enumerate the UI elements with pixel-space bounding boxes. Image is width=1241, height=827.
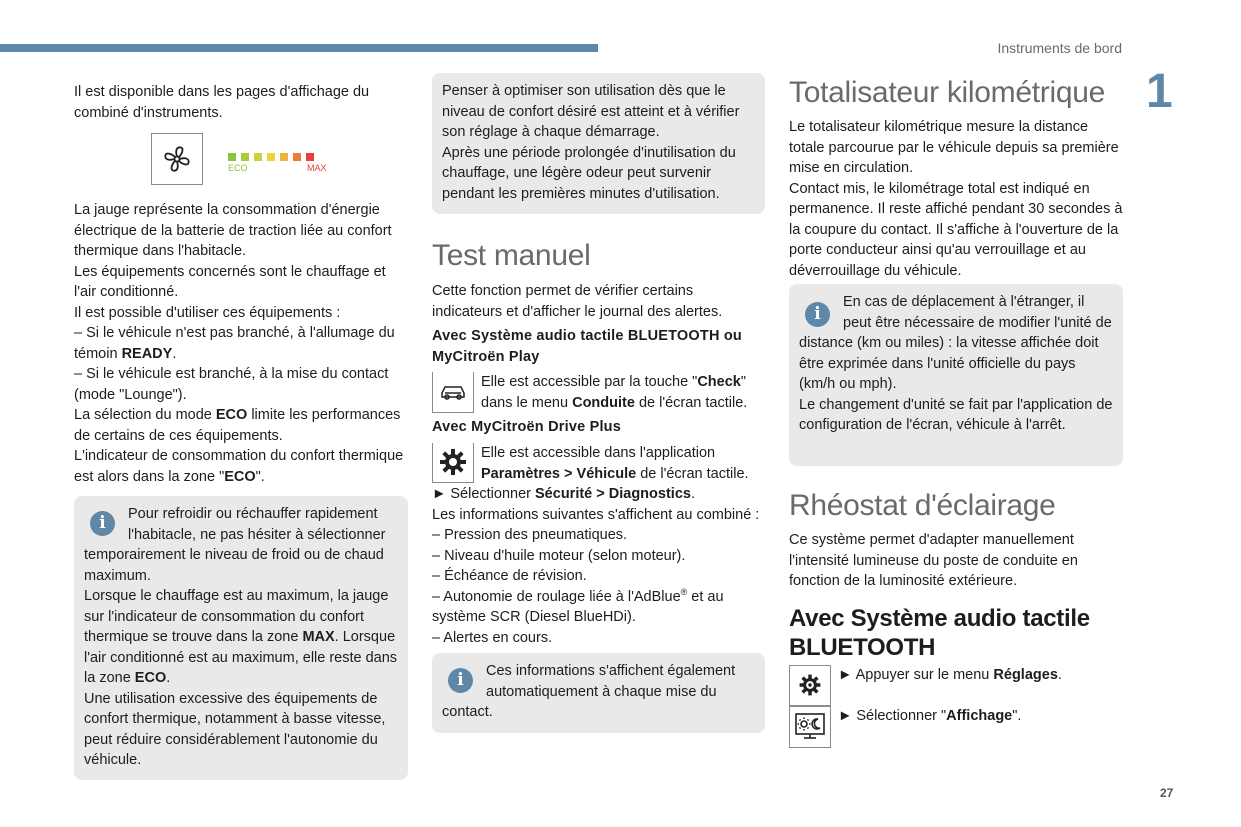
page-number: 27 (1160, 786, 1174, 800)
info-note (432, 653, 765, 733)
paragraph: Les équipements concernés sont le chauffage et l'air conditionné. (74, 263, 386, 300)
column-3 (789, 75, 1123, 748)
instruction-step: ► Sélectionner "Affichage". (838, 707, 1022, 724)
gauge-segment (241, 153, 249, 161)
note-text: Une utilisation excessive des équipements de confort thermique, notamment à basse vitesse, peut réduire considérablement l'autonomie du véhicule. (84, 690, 386, 768)
list-item: – Échéance de révision. (432, 568, 587, 584)
paragraph: Cette fonction permet de vérifier certains indicateurs et d'afficher le journal des alertes. (432, 283, 723, 320)
paragraph: Ce système permet d'adapter manuellement l'intensité lumineuse du poste de conduite en fonction de la luminosité extérieure. (789, 532, 1078, 589)
instruction-text: Elle est accessible par la touche "Check" dans le menu Conduite de l'écran tactile. (481, 374, 748, 411)
info-icon: i (90, 511, 115, 536)
info-icon: i (805, 302, 830, 327)
info-note (74, 496, 408, 780)
list-item: – Autonomie de roulage liée à l'AdBlue® et au système SCR (Diesel BlueHDi). (432, 586, 724, 625)
note-text: En cas de déplacement à l'étranger, il peut être nécessaire de modifier l'unité de distance (km ou miles) : la vitesse affichée doit être exprimée dans l'unité officielle du pays (km/h ou mph). (799, 294, 1112, 392)
consumption-gauge (228, 153, 338, 174)
paragraph: La jauge représente la consommation d'énergie électrique de la batterie de traction liée au confort thermique dans l'habitacle. (74, 202, 392, 259)
note-text: Penser à optimiser son utilisation dès que le niveau de confort désiré est atteint et à vérifier son réglage à chaque démarrage. (442, 83, 740, 140)
fan-icon (151, 133, 203, 185)
gauge-max-label: MAX (307, 163, 327, 173)
section-title: Instruments de bord (997, 40, 1122, 56)
note-text: Lorsque le chauffage est au maximum, la jauge sur l'indicateur de consommation du confort thermique se trouve dans la zone MAX. Lorsque l'air conditionné est au maximum, elle reste dans la zone ECO. (84, 588, 398, 686)
section-heading: Test manuel (432, 239, 591, 272)
paragraph: Il est possible d'utiliser ces équipements : (74, 304, 341, 321)
info-icon: i (448, 668, 473, 693)
gauge-segment (280, 153, 288, 161)
paragraph: La sélection du mode ECO limite les performances de certains de ces équipements. (74, 407, 401, 444)
instruction-step: ► Sélectionner Sécurité > Diagnostics. (432, 486, 695, 502)
list-item: – Pression des pneumatiques. (432, 527, 628, 543)
display-brightness-icon (789, 706, 831, 748)
gauge-segment (228, 153, 236, 161)
settings-icon (789, 665, 831, 706)
note-text: Après une période prolongée d'inutilisation du chauffage, une légère odeur peut survenir pendant les premières minutes d'utilisation. (442, 144, 736, 202)
instruction-step: ► Appuyer sur le menu Réglages. (838, 666, 1062, 683)
list-item: – Si le véhicule n'est pas branché, à l'allumage du témoin READY. (74, 325, 395, 362)
note-text: Pour refroidir ou réchauffer rapidement l'habitacle, ne pas hésiter à sélectionner temporairement le niveau de froid ou de chaud maximum. (84, 506, 386, 584)
instruction-row (432, 443, 765, 484)
note-text: Ces informations s'affichent également automatiquement à chaque mise du contact. (442, 663, 736, 720)
car-check-icon (432, 372, 474, 413)
info-note (789, 284, 1123, 466)
section-heading: Totalisateur kilométrique (789, 76, 1105, 109)
section-heading: Rhéostat d'éclairage (789, 489, 1056, 522)
subheading: Avec Système audio tactile BLUETOOTH (789, 604, 1090, 661)
list-item: – Alertes en cours. (432, 629, 553, 646)
column-2 (432, 73, 765, 733)
gear-icon (432, 443, 474, 483)
column-1 (74, 82, 408, 780)
paragraph: Contact mis, le kilométrage total est indiqué en permanence. Il reste affiché pendant 30 secondes à la coupure du contact. Il s'affiche à l'ouverture de la porte conducteur ainsi qu'au verrouillage et au déverrouillage du véhicule. (789, 180, 1123, 279)
note-text: Le changement d'unité se fait par l'application de configuration de l'écran, véhicule à l'arrêt. (799, 396, 1113, 433)
instruction-row (432, 372, 765, 413)
list-item: – Niveau d'huile moteur (selon moteur). (432, 547, 686, 564)
intro-text: Il est disponible dans les pages d'affichage du combiné d'instruments. (74, 84, 370, 121)
instruction-row (789, 665, 1123, 706)
gauge-segment (293, 153, 301, 161)
advice-note (432, 73, 765, 214)
list-item: – Si le véhicule est branché, à la mise du contact (mode "Lounge"). (74, 366, 389, 403)
chapter-number: 1 (1146, 65, 1173, 118)
header-bar (0, 44, 598, 52)
subheading: Avec Système audio tactile BLUETOOTH ou MyCitroën Play (432, 328, 742, 365)
gauge-eco-label: ECO (228, 163, 248, 173)
paragraph: Le totalisateur kilométrique mesure la distance totale parcourue par le véhicule depuis sa première mise en circulation. (789, 119, 1119, 176)
gauge-segment (306, 153, 314, 161)
gauge-figure (151, 133, 408, 189)
paragraph: Les informations suivantes s'affichent au combiné : (432, 506, 760, 523)
gauge-segment (267, 153, 275, 161)
instruction-row (789, 706, 1123, 748)
gauge-segment (254, 153, 262, 161)
paragraph: L'indicateur de consommation du confort thermique est alors dans la zone "ECO". (74, 448, 404, 485)
subheading: Avec MyCitroën Drive Plus (432, 419, 621, 435)
instruction-text: Elle est accessible dans l'application Paramètres > Véhicule de l'écran tactile. (481, 445, 749, 482)
